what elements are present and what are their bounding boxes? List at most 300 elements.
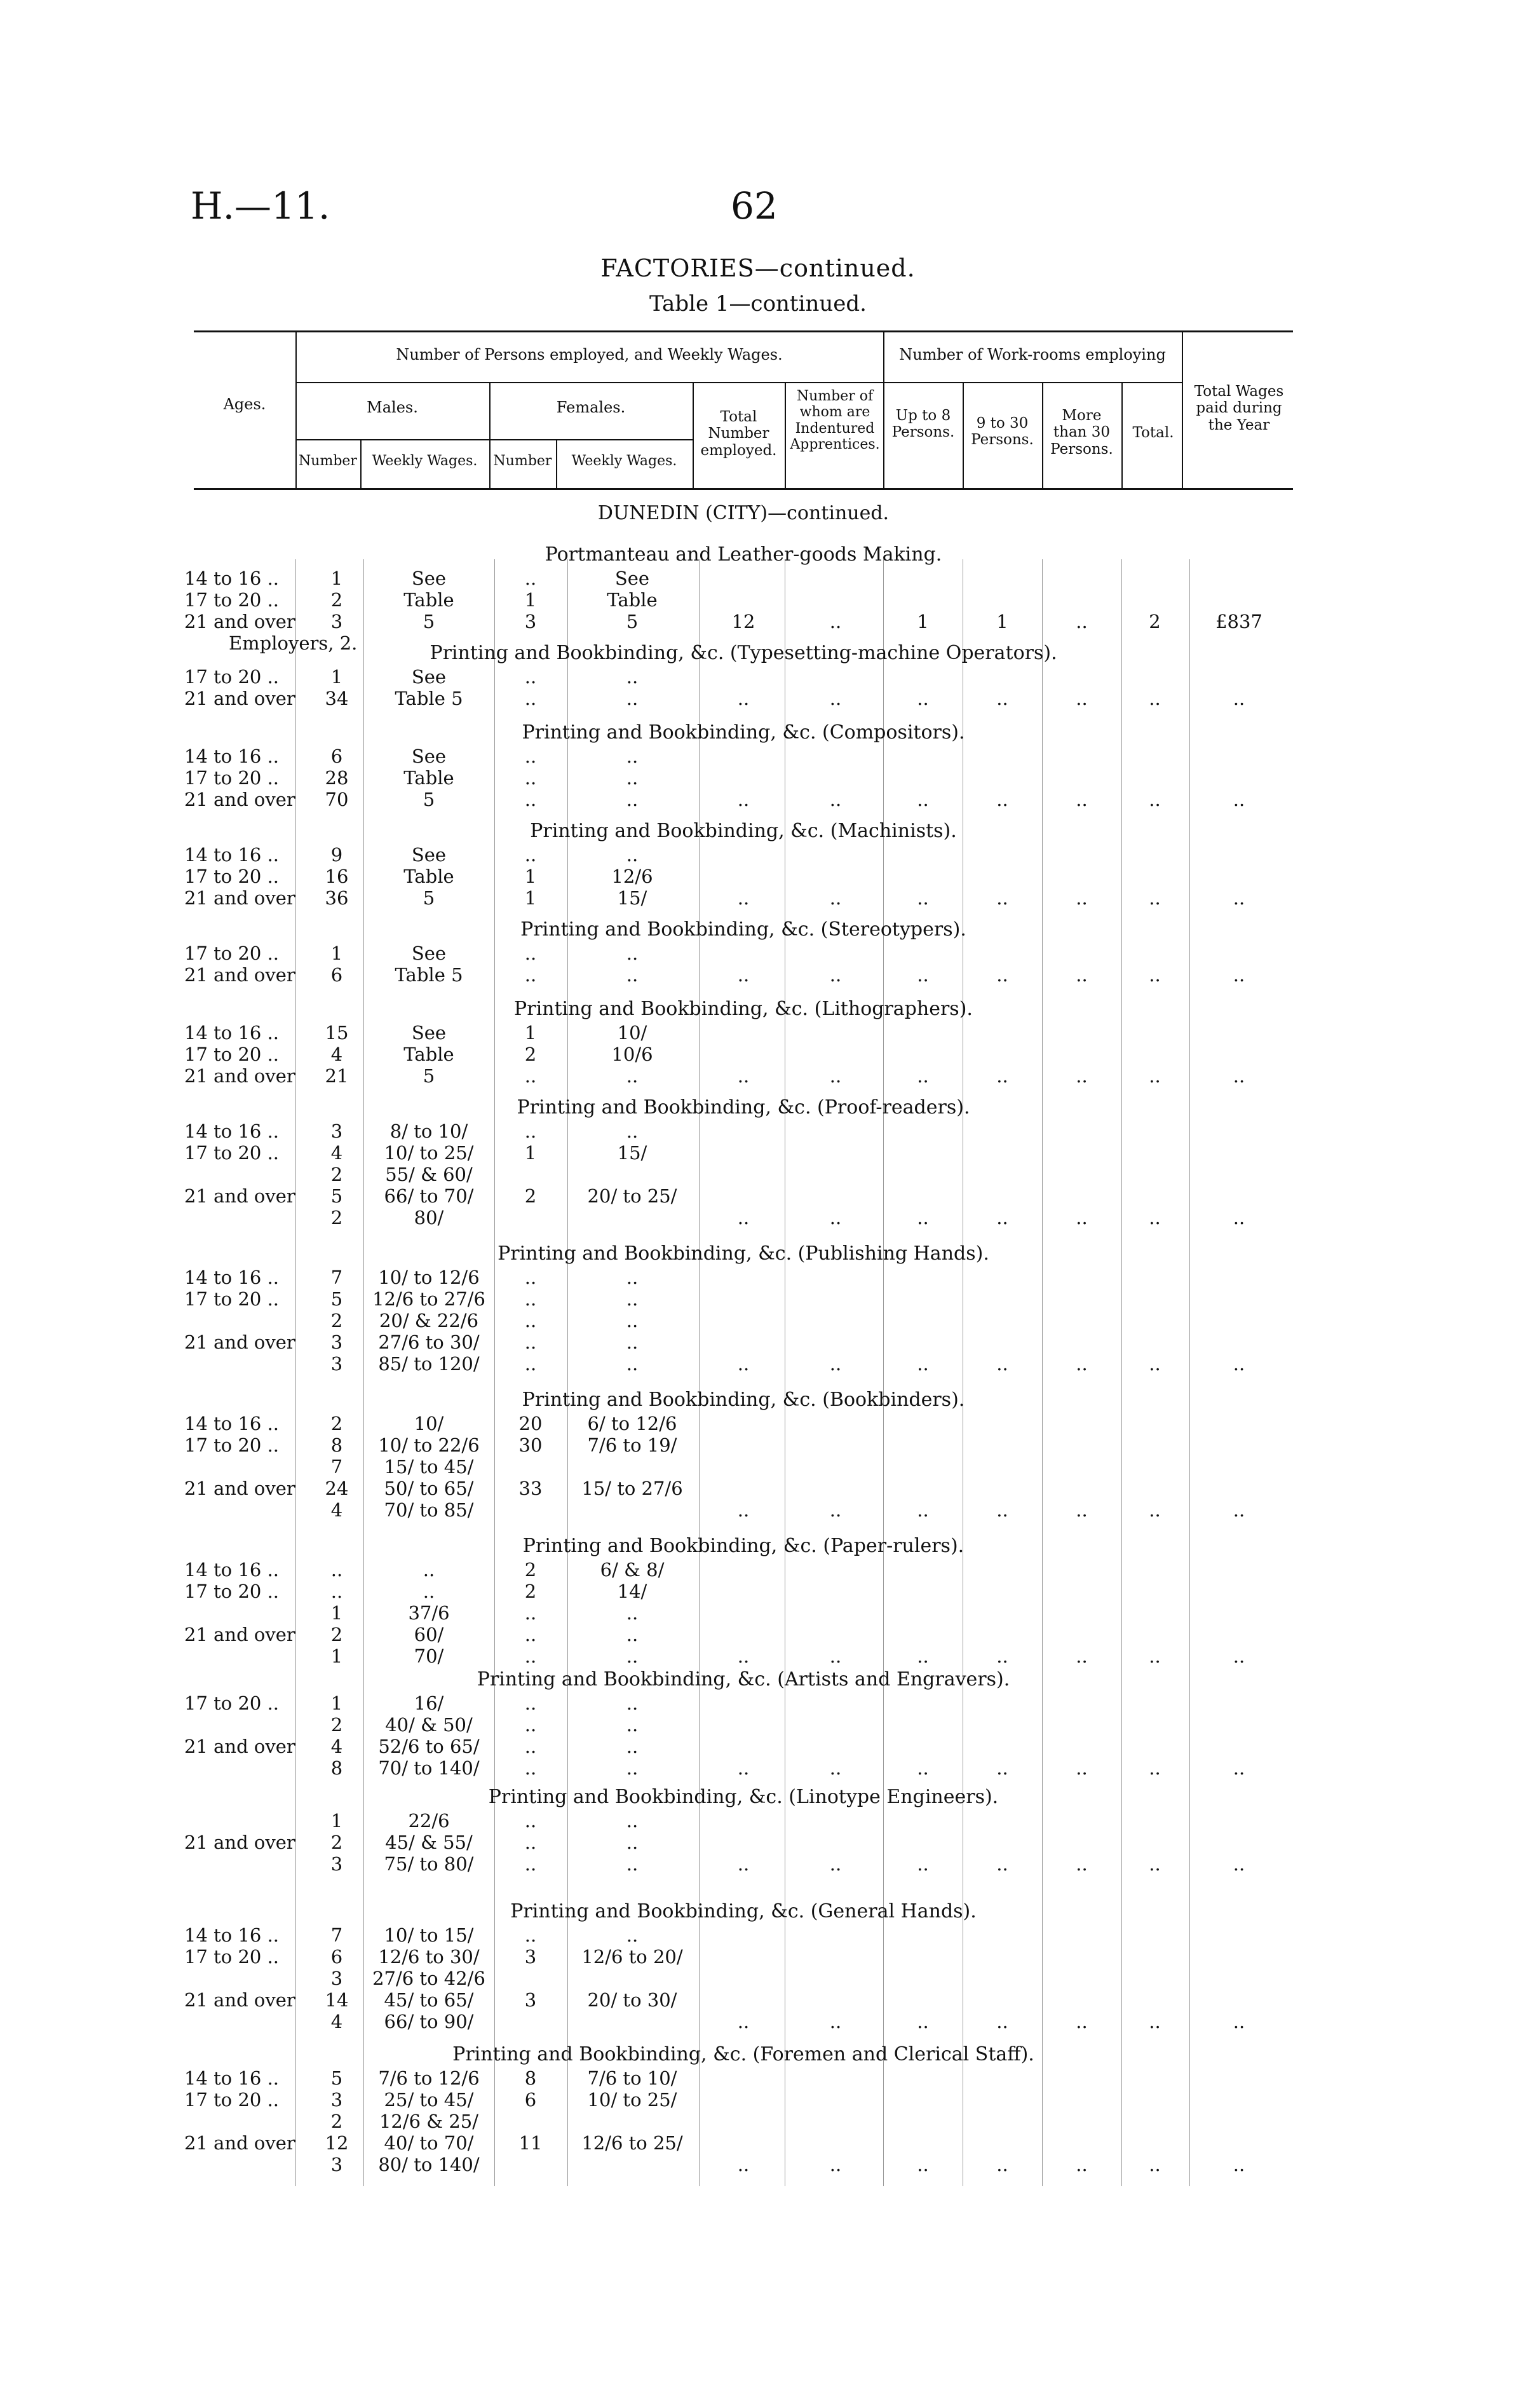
male-number-cell: 3 bbox=[330, 1331, 343, 1353]
table-row bbox=[0, 1714, 1516, 1736]
female-wages-cell: .. bbox=[626, 942, 639, 964]
employers-note: Employers, 2. bbox=[229, 632, 358, 654]
female-wages-cell: .. bbox=[626, 1832, 639, 1853]
female-wages-cell: .. bbox=[626, 1331, 639, 1353]
male-wages-cell: 27/6 to 42/6 bbox=[372, 1968, 485, 1989]
section-title: Printing and Bookbinding, &c. (Linotype Engineers). bbox=[488, 1786, 999, 1808]
female-number-cell: .. bbox=[524, 745, 537, 767]
male-number-cell: 7 bbox=[330, 1456, 343, 1478]
total-employed-cell: 12 bbox=[731, 611, 755, 632]
age-cell: 17 to 20 .. bbox=[184, 767, 280, 789]
male-wages-cell: See bbox=[411, 745, 447, 767]
up-to-8-cell: .. bbox=[917, 1353, 929, 1375]
male-number-cell: 7 bbox=[330, 1924, 343, 1946]
male-wages-cell: 5 bbox=[423, 789, 435, 810]
table-row bbox=[0, 887, 1516, 909]
female-wages-cell: .. bbox=[626, 1924, 639, 1946]
header-total: Total. bbox=[1132, 425, 1174, 441]
table-row bbox=[0, 942, 1516, 964]
female-number-cell: .. bbox=[524, 1853, 537, 1875]
female-number-cell: .. bbox=[524, 964, 537, 986]
nine-to-30-cell: .. bbox=[996, 2154, 1008, 2175]
age-cell: 17 to 20 .. bbox=[184, 1581, 280, 1602]
header-female-number: Number bbox=[493, 453, 552, 469]
age-cell: 21 and over bbox=[184, 964, 295, 986]
header-ages: Ages. bbox=[223, 395, 266, 413]
male-number-cell: 9 bbox=[330, 844, 343, 866]
total-employed-cell: .. bbox=[737, 1353, 750, 1375]
female-number-cell: 2 bbox=[524, 1559, 537, 1581]
workrooms-total-cell: .. bbox=[1149, 1065, 1161, 1087]
female-number-cell: .. bbox=[524, 844, 537, 866]
up-to-8-cell: .. bbox=[917, 1499, 929, 1521]
nine-to-30-cell: .. bbox=[996, 1853, 1008, 1875]
table-row bbox=[0, 844, 1516, 866]
male-number-cell: 2 bbox=[330, 1714, 343, 1736]
table-row bbox=[0, 1267, 1516, 1288]
table-row bbox=[0, 2111, 1516, 2132]
indentured-cell: .. bbox=[829, 1207, 842, 1228]
total-wages-cell: .. bbox=[1233, 1207, 1245, 1228]
header-total-wages: Total Wages paid during the Year bbox=[1194, 383, 1284, 433]
more-than-30-cell: .. bbox=[1076, 688, 1088, 709]
age-cell: 21 and over bbox=[184, 1624, 295, 1645]
female-wages-cell: .. bbox=[626, 1692, 639, 1714]
table-row bbox=[0, 1022, 1516, 1044]
female-number-cell: .. bbox=[524, 767, 537, 789]
male-number-cell: 2 bbox=[330, 1310, 343, 1331]
header-up-to-8: Up to 8 Persons. bbox=[891, 407, 955, 441]
male-number-cell: 5 bbox=[330, 2067, 343, 2089]
section-title: Printing and Bookbinding, &c. (Bookbinders). bbox=[522, 1389, 965, 1411]
section-title: Printing and Bookbinding, &c. (Artists and Engravers). bbox=[477, 1668, 1010, 1690]
male-number-cell: 4 bbox=[330, 1044, 343, 1065]
table-row bbox=[0, 1353, 1516, 1375]
total-wages-cell: .. bbox=[1233, 1353, 1245, 1375]
female-number-cell: .. bbox=[524, 568, 537, 589]
male-wages-cell: Table bbox=[403, 866, 454, 887]
age-cell: 14 to 16 .. bbox=[184, 844, 280, 866]
male-number-cell: 3 bbox=[330, 611, 343, 632]
female-number-cell: .. bbox=[524, 1624, 537, 1645]
female-number-cell: .. bbox=[524, 1714, 537, 1736]
male-wages-cell: 10/ to 25/ bbox=[384, 1142, 474, 1164]
indentured-cell: .. bbox=[829, 611, 842, 632]
female-number-cell: 1 bbox=[524, 887, 537, 909]
male-wages-cell: See bbox=[411, 1022, 447, 1044]
section-title: Portmanteau and Leather-goods Making. bbox=[545, 543, 942, 566]
more-than-30-cell: .. bbox=[1076, 887, 1088, 909]
female-number-cell: .. bbox=[524, 1645, 537, 1667]
table-row bbox=[0, 767, 1516, 789]
nine-to-30-cell: .. bbox=[996, 1757, 1008, 1779]
table-row bbox=[0, 1310, 1516, 1331]
district-heading: DUNEDIN (CITY)—continued. bbox=[597, 502, 890, 524]
female-number-cell: .. bbox=[524, 1736, 537, 1757]
nine-to-30-cell: .. bbox=[996, 1207, 1008, 1228]
age-cell: 21 and over bbox=[184, 611, 295, 632]
female-number-cell: 2 bbox=[524, 1185, 537, 1207]
workrooms-total-cell: 2 bbox=[1149, 611, 1161, 632]
male-number-cell: 3 bbox=[330, 1353, 343, 1375]
total-employed-cell: .. bbox=[737, 2011, 750, 2032]
female-wages-cell: 10/ bbox=[617, 1022, 647, 1044]
male-wages-cell: 40/ to 70/ bbox=[384, 2132, 474, 2154]
nine-to-30-cell: .. bbox=[996, 964, 1008, 986]
nine-to-30-cell: .. bbox=[996, 688, 1008, 709]
female-wages-cell: 6/ & 8/ bbox=[600, 1559, 665, 1581]
total-employed-cell: .. bbox=[737, 1207, 750, 1228]
female-number-cell: 6 bbox=[524, 2089, 537, 2111]
female-wages-cell: .. bbox=[626, 1353, 639, 1375]
female-number-cell: .. bbox=[524, 688, 537, 709]
female-wages-cell: .. bbox=[626, 1065, 639, 1087]
section-title: Printing and Bookbinding, &c. (Proof-readers). bbox=[517, 1096, 970, 1119]
more-than-30-cell: .. bbox=[1076, 2154, 1088, 2175]
female-number-cell: 1 bbox=[524, 866, 537, 887]
table-row bbox=[0, 1832, 1516, 1853]
indentured-cell: .. bbox=[829, 2011, 842, 2032]
male-wages-cell: 5 bbox=[423, 611, 435, 632]
age-cell: 17 to 20 .. bbox=[184, 1288, 280, 1310]
table-row bbox=[0, 589, 1516, 611]
male-number-cell: 3 bbox=[330, 2089, 343, 2111]
female-number-cell: .. bbox=[524, 1331, 537, 1353]
male-wages-cell: 16/ bbox=[414, 1692, 444, 1714]
male-number-cell: 1 bbox=[330, 568, 343, 589]
table-row bbox=[0, 1413, 1516, 1434]
female-number-cell: .. bbox=[524, 1267, 537, 1288]
female-wages-cell: .. bbox=[626, 1757, 639, 1779]
total-wages-cell: .. bbox=[1233, 2011, 1245, 2032]
table-row bbox=[0, 1185, 1516, 1207]
age-cell: 21 and over bbox=[184, 1832, 295, 1853]
male-number-cell: 6 bbox=[330, 745, 343, 767]
male-number-cell: 2 bbox=[330, 1624, 343, 1645]
male-wages-cell: 15/ to 45/ bbox=[384, 1456, 474, 1478]
male-number-cell: 12 bbox=[325, 2132, 349, 2154]
female-wages-cell: .. bbox=[626, 1120, 639, 1142]
age-cell: 21 and over bbox=[184, 789, 295, 810]
section-title: Printing and Bookbinding, &c. (General Hands). bbox=[510, 1900, 977, 1922]
table-subtitle: Table 1—continued. bbox=[649, 291, 867, 316]
total-employed-cell: .. bbox=[737, 1065, 750, 1087]
up-to-8-cell: .. bbox=[917, 2154, 929, 2175]
male-number-cell: 1 bbox=[330, 666, 343, 688]
table-row bbox=[0, 866, 1516, 887]
header-male-number: Number bbox=[299, 453, 357, 469]
up-to-8-cell: .. bbox=[917, 1065, 929, 1087]
female-number-cell: 3 bbox=[524, 1989, 537, 2011]
female-number-cell: .. bbox=[524, 1832, 537, 1853]
male-wages-cell: See bbox=[411, 666, 447, 688]
female-wages-cell: .. bbox=[626, 844, 639, 866]
male-number-cell: 15 bbox=[325, 1022, 349, 1044]
nine-to-30-cell: .. bbox=[996, 789, 1008, 810]
male-number-cell: 3 bbox=[330, 1968, 343, 1989]
female-wages-cell: .. bbox=[626, 789, 639, 810]
age-cell: 17 to 20 .. bbox=[184, 1142, 280, 1164]
female-wages-cell: .. bbox=[626, 1853, 639, 1875]
male-number-cell: 8 bbox=[330, 1757, 343, 1779]
female-number-cell: 11 bbox=[518, 2132, 543, 2154]
age-cell: 17 to 20 .. bbox=[184, 942, 280, 964]
nine-to-30-cell: .. bbox=[996, 1353, 1008, 1375]
total-wages-cell: .. bbox=[1233, 1499, 1245, 1521]
male-wages-cell: 12/6 to 30/ bbox=[378, 1946, 480, 1968]
male-wages-cell: 66/ to 70/ bbox=[384, 1185, 474, 1207]
female-wages-cell: .. bbox=[626, 1288, 639, 1310]
table-row bbox=[0, 2089, 1516, 2111]
male-wages-cell: 10/ to 22/6 bbox=[378, 1434, 480, 1456]
table-row bbox=[0, 2154, 1516, 2175]
page-number: 62 bbox=[731, 184, 778, 228]
male-wages-cell: 10/ to 12/6 bbox=[378, 1267, 480, 1288]
male-number-cell: 5 bbox=[330, 1288, 343, 1310]
table-row bbox=[0, 1853, 1516, 1875]
male-wages-cell: Table bbox=[403, 767, 454, 789]
table-header bbox=[194, 330, 1293, 490]
male-wages-cell: 45/ & 55/ bbox=[385, 1832, 473, 1853]
up-to-8-cell: .. bbox=[917, 1645, 929, 1667]
male-number-cell: .. bbox=[330, 1559, 343, 1581]
female-number-cell: 3 bbox=[524, 1946, 537, 1968]
age-cell: 17 to 20 .. bbox=[184, 666, 280, 688]
table-row bbox=[0, 2132, 1516, 2154]
up-to-8-cell: .. bbox=[917, 2011, 929, 2032]
table-row bbox=[0, 1456, 1516, 1478]
female-number-cell: .. bbox=[524, 1120, 537, 1142]
male-number-cell: 6 bbox=[330, 1946, 343, 1968]
nine-to-30-cell: .. bbox=[996, 2011, 1008, 2032]
age-cell: 14 to 16 .. bbox=[184, 1120, 280, 1142]
nine-to-30-cell: .. bbox=[996, 887, 1008, 909]
table-row bbox=[0, 1810, 1516, 1832]
male-wages-cell: 55/ & 60/ bbox=[385, 1164, 473, 1185]
female-number-cell: 2 bbox=[524, 1044, 537, 1065]
male-wages-cell: 52/6 to 65/ bbox=[378, 1736, 480, 1757]
more-than-30-cell: .. bbox=[1076, 789, 1088, 810]
male-wages-cell: 70/ to 85/ bbox=[384, 1499, 474, 1521]
section-title: Printing and Bookbinding, &c. (Machinists). bbox=[530, 820, 957, 842]
total-employed-cell: .. bbox=[737, 1499, 750, 1521]
male-wages-cell: 80/ bbox=[414, 1207, 444, 1228]
header-total-employed: Total Number employed. bbox=[700, 409, 777, 459]
male-number-cell: 1 bbox=[330, 1692, 343, 1714]
age-cell: 14 to 16 .. bbox=[184, 1924, 280, 1946]
male-number-cell: 4 bbox=[330, 1142, 343, 1164]
section-title: Printing and Bookbinding, &c. (Compositors). bbox=[522, 721, 965, 744]
female-number-cell: 33 bbox=[518, 1478, 543, 1499]
age-cell: 17 to 20 .. bbox=[184, 866, 280, 887]
table-row bbox=[0, 1692, 1516, 1714]
female-number-cell: 2 bbox=[524, 1581, 537, 1602]
female-number-cell: .. bbox=[524, 1288, 537, 1310]
table-row bbox=[0, 666, 1516, 688]
up-to-8-cell: .. bbox=[917, 688, 929, 709]
age-cell: 21 and over bbox=[184, 1989, 295, 2011]
female-number-cell: .. bbox=[524, 1353, 537, 1375]
workrooms-total-cell: .. bbox=[1149, 964, 1161, 986]
female-number-cell: 1 bbox=[524, 1142, 537, 1164]
indentured-cell: .. bbox=[829, 688, 842, 709]
female-number-cell: 20 bbox=[518, 1413, 543, 1434]
header-workrooms-group: Number of Work-rooms employing bbox=[899, 346, 1166, 364]
nine-to-30-cell: .. bbox=[996, 1065, 1008, 1087]
female-wages-cell: 12/6 to 20/ bbox=[581, 1946, 683, 1968]
female-wages-cell: 5 bbox=[626, 611, 639, 632]
table-row bbox=[0, 2011, 1516, 2032]
male-wages-cell: 75/ to 80/ bbox=[384, 1853, 474, 1875]
male-wages-cell: 60/ bbox=[414, 1624, 444, 1645]
indentured-cell: .. bbox=[829, 964, 842, 986]
female-wages-cell: 10/ to 25/ bbox=[587, 2089, 677, 2111]
female-wages-cell: 7/6 to 10/ bbox=[587, 2067, 677, 2089]
section-title: Printing and Bookbinding, &c. (Publishing Hands). bbox=[497, 1242, 989, 1265]
male-number-cell: 5 bbox=[330, 1185, 343, 1207]
header-male-wages: Weekly Wages. bbox=[372, 453, 478, 469]
more-than-30-cell: .. bbox=[1076, 611, 1088, 632]
table-row bbox=[0, 1559, 1516, 1581]
table-row bbox=[0, 1331, 1516, 1353]
age-cell: 21 and over bbox=[184, 1331, 295, 1353]
workrooms-total-cell: .. bbox=[1149, 887, 1161, 909]
female-wages-cell: 12/6 bbox=[611, 866, 653, 887]
total-employed-cell: .. bbox=[737, 789, 750, 810]
age-cell: 21 and over bbox=[184, 688, 295, 709]
header-persons-group: Number of Persons employed, and Weekly Wages. bbox=[396, 346, 783, 364]
age-cell: 14 to 16 .. bbox=[184, 568, 280, 589]
female-wages-cell: .. bbox=[626, 767, 639, 789]
section-title: Printing and Bookbinding, &c. (Lithographers). bbox=[514, 998, 973, 1020]
male-number-cell: 28 bbox=[325, 767, 349, 789]
more-than-30-cell: .. bbox=[1076, 964, 1088, 986]
female-wages-cell: 12/6 to 25/ bbox=[581, 2132, 683, 2154]
table-row bbox=[0, 1602, 1516, 1624]
female-number-cell: .. bbox=[524, 666, 537, 688]
male-number-cell: 70 bbox=[325, 789, 349, 810]
header-female-wages: Weekly Wages. bbox=[571, 453, 677, 469]
male-number-cell: 2 bbox=[330, 2111, 343, 2132]
female-number-cell: 3 bbox=[524, 611, 537, 632]
male-number-cell: 14 bbox=[325, 1989, 349, 2011]
workrooms-total-cell: .. bbox=[1149, 1645, 1161, 1667]
more-than-30-cell: .. bbox=[1076, 1207, 1088, 1228]
female-wages-cell: .. bbox=[626, 1736, 639, 1757]
nine-to-30-cell: .. bbox=[996, 1645, 1008, 1667]
male-number-cell: 2 bbox=[330, 1832, 343, 1853]
total-wages-cell: .. bbox=[1233, 1065, 1245, 1087]
male-wages-cell: 12/6 to 27/6 bbox=[372, 1288, 485, 1310]
up-to-8-cell: .. bbox=[917, 964, 929, 986]
table-row bbox=[0, 1581, 1516, 1602]
female-number-cell: .. bbox=[524, 1602, 537, 1624]
table-row bbox=[0, 1434, 1516, 1456]
header-females: Females. bbox=[556, 398, 626, 416]
female-wages-cell: .. bbox=[626, 745, 639, 767]
up-to-8-cell: 1 bbox=[917, 611, 929, 632]
female-wages-cell: 14/ bbox=[617, 1581, 647, 1602]
age-cell: 14 to 16 .. bbox=[184, 1413, 280, 1434]
age-cell: 21 and over bbox=[184, 887, 295, 909]
table-row bbox=[0, 1924, 1516, 1946]
male-number-cell: 4 bbox=[330, 2011, 343, 2032]
more-than-30-cell: .. bbox=[1076, 1645, 1088, 1667]
male-wages-cell: 70/ to 140/ bbox=[378, 1757, 480, 1779]
page-title: FACTORIES—continued. bbox=[600, 254, 916, 282]
table-row bbox=[0, 1478, 1516, 1499]
male-wages-cell: 27/6 to 30/ bbox=[378, 1331, 480, 1353]
total-wages-cell: .. bbox=[1233, 1757, 1245, 1779]
female-number-cell: 8 bbox=[524, 2067, 537, 2089]
table-row bbox=[0, 1120, 1516, 1142]
male-number-cell: 4 bbox=[330, 1736, 343, 1757]
male-number-cell: 36 bbox=[325, 887, 349, 909]
table-row bbox=[0, 2067, 1516, 2089]
male-number-cell: 8 bbox=[330, 1434, 343, 1456]
table-row bbox=[0, 1142, 1516, 1164]
workrooms-total-cell: .. bbox=[1149, 2011, 1161, 2032]
total-wages-cell: .. bbox=[1233, 887, 1245, 909]
age-cell: 21 and over bbox=[184, 1478, 295, 1499]
male-wages-cell: 7/6 to 12/6 bbox=[378, 2067, 480, 2089]
female-number-cell: .. bbox=[524, 1924, 537, 1946]
female-wages-cell: See bbox=[614, 568, 650, 589]
table-row bbox=[0, 1164, 1516, 1185]
table-row bbox=[0, 1736, 1516, 1757]
total-employed-cell: .. bbox=[737, 1757, 750, 1779]
male-wages-cell: 40/ & 50/ bbox=[385, 1714, 473, 1736]
total-wages-cell: .. bbox=[1233, 1853, 1245, 1875]
age-cell: 14 to 16 .. bbox=[184, 745, 280, 767]
age-cell: 17 to 20 .. bbox=[184, 589, 280, 611]
header-indentured: Number of whom are Indentured Apprentices. bbox=[790, 388, 880, 452]
header-males: Males. bbox=[367, 398, 418, 416]
male-wages-cell: 22/6 bbox=[408, 1810, 450, 1832]
table-row bbox=[0, 1968, 1516, 1989]
section-title: Printing and Bookbinding, &c. (Foremen and Clerical Staff). bbox=[452, 2043, 1034, 2065]
male-wages-cell: 10/ to 15/ bbox=[384, 1924, 474, 1946]
workrooms-total-cell: .. bbox=[1149, 1207, 1161, 1228]
male-wages-cell: 20/ & 22/6 bbox=[379, 1310, 479, 1331]
page-reference: H.—11. bbox=[191, 184, 330, 228]
table-row bbox=[0, 1624, 1516, 1645]
female-wages-cell: .. bbox=[626, 1645, 639, 1667]
age-cell: 14 to 16 .. bbox=[184, 2067, 280, 2089]
table-row bbox=[0, 1065, 1516, 1087]
female-wages-cell: .. bbox=[626, 964, 639, 986]
male-wages-cell: Table 5 bbox=[395, 964, 463, 986]
male-number-cell: .. bbox=[330, 1581, 343, 1602]
male-number-cell: 2 bbox=[330, 1413, 343, 1434]
male-wages-cell: 80/ to 140/ bbox=[378, 2154, 480, 2175]
up-to-8-cell: .. bbox=[917, 1853, 929, 1875]
age-cell: 17 to 20 .. bbox=[184, 1692, 280, 1714]
up-to-8-cell: .. bbox=[917, 1757, 929, 1779]
female-wages-cell: .. bbox=[626, 666, 639, 688]
total-wages-cell: .. bbox=[1233, 789, 1245, 810]
age-cell: 17 to 20 .. bbox=[184, 2089, 280, 2111]
female-number-cell: .. bbox=[524, 1065, 537, 1087]
male-wages-cell: Table bbox=[403, 1044, 454, 1065]
female-wages-cell: 15/ bbox=[617, 1142, 647, 1164]
male-number-cell: 6 bbox=[330, 964, 343, 986]
male-number-cell: 1 bbox=[330, 1810, 343, 1832]
male-number-cell: 1 bbox=[330, 1602, 343, 1624]
female-wages-cell: .. bbox=[626, 1267, 639, 1288]
female-wages-cell: Table bbox=[607, 589, 658, 611]
male-number-cell: 3 bbox=[330, 1120, 343, 1142]
